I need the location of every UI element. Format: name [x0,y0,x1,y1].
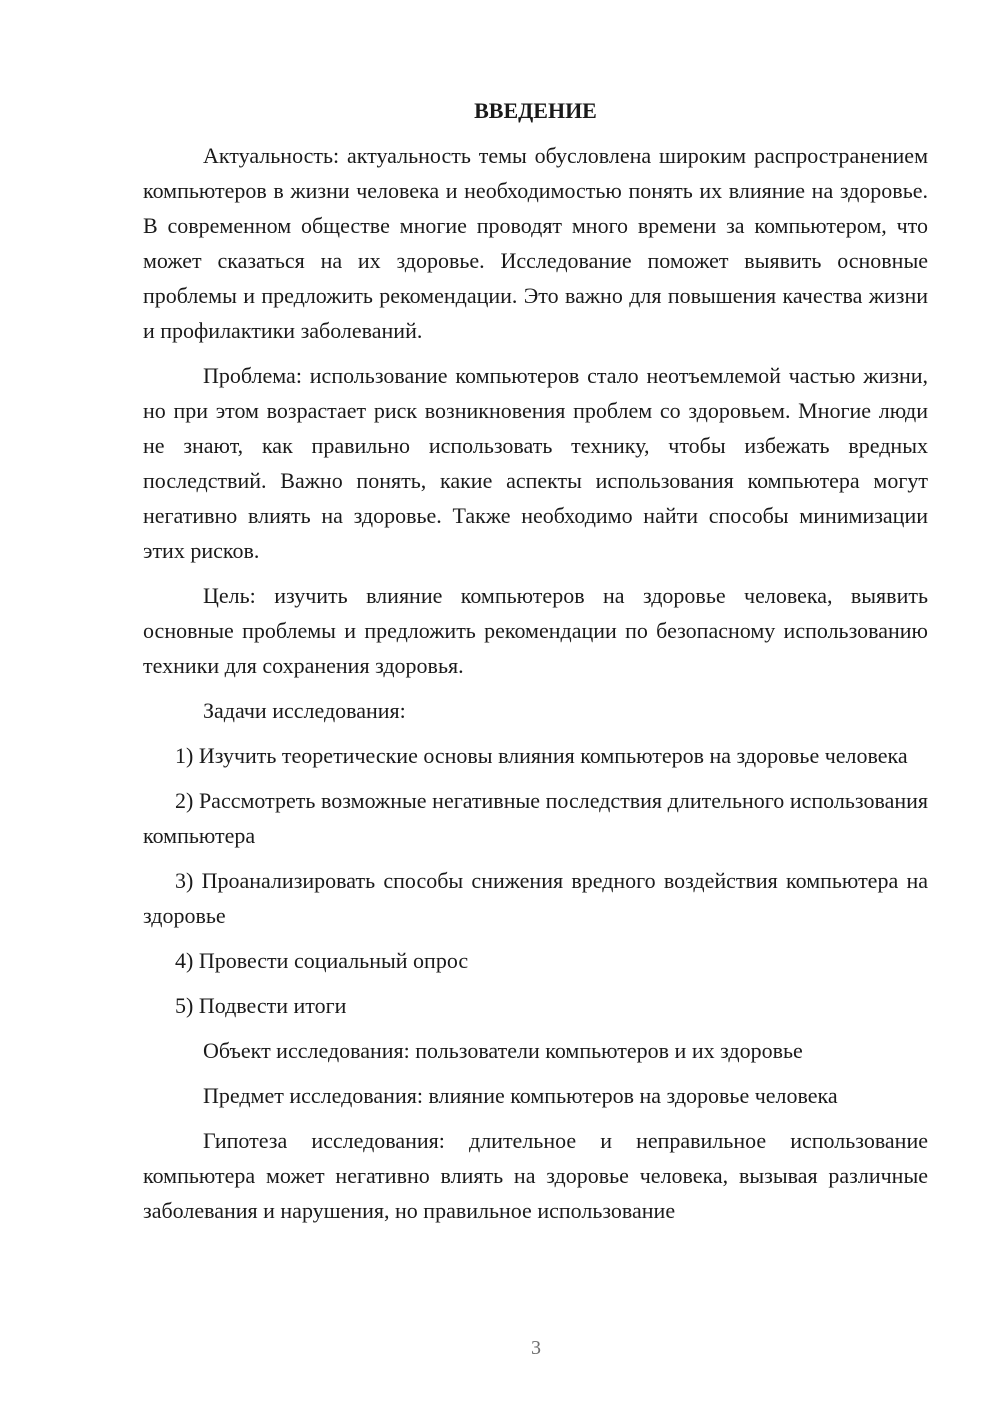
tasks-list [143,738,928,1023]
subject-paragraph: Предмет исследования: влияние компьютеров на здоровье человека [203,1083,838,1108]
page-number: 3 [531,1337,541,1359]
tasks-intro: Задачи исследования: [203,698,406,723]
object-paragraph: Объект исследования: пользователи компьютеров и их здоровье [203,1038,803,1063]
page-content [143,96,928,1238]
section-heading: ВВЕДЕНИЕ [474,98,597,123]
task-item-2: 2) Рассмотреть возможные негативные последствия длительного использования компьютера [143,788,928,848]
task-item-4: 4) Провести социальный опрос [175,948,469,973]
task-item-3: 3) Проанализировать способы снижения вредного воздействия компьютера на здоровье [143,868,928,928]
hypothesis-paragraph: Гипотеза исследования: длительное и неправильное использование компьютера может негативно влиять на здоровье человека, вызывая различные заболевания и нарушения, но правильное использование [143,1128,928,1223]
problem-paragraph: Проблема: использование компьютеров стало неотъемлемой частью жизни, но при этом возрастает риск возникновения проблем со здоровьем. Многие люди не знают, как правильно использовать технику, чтобы избежать вредных последствий. Важно понять, какие аспекты использования компьютера могут негативно влиять на здоровье. Также необходимо найти способы минимизации этих рисков. [143,363,928,563]
relevance-paragraph: Актуальность: актуальность темы обусловлена широким распространением компьютеров в жизни человека и необходимостью понять их влияние на здоровье. В современном обществе многие проводят много времени за компьютером, что может сказаться на их здоровье. Исследование поможет выявить основные проблемы и предложить рекомендации. Это важно для повышения качества жизни и профилактики заболеваний. [143,143,928,343]
task-item-5: 5) Подвести итоги [175,993,347,1018]
goal-paragraph: Цель: изучить влияние компьютеров на здоровье человека, выявить основные проблемы и предложить рекомендации по безопасному использованию техники для сохранения здоровья. [143,583,928,678]
task-item-1: 1) Изучить теоретические основы влияния компьютеров на здоровье человека [175,743,908,768]
